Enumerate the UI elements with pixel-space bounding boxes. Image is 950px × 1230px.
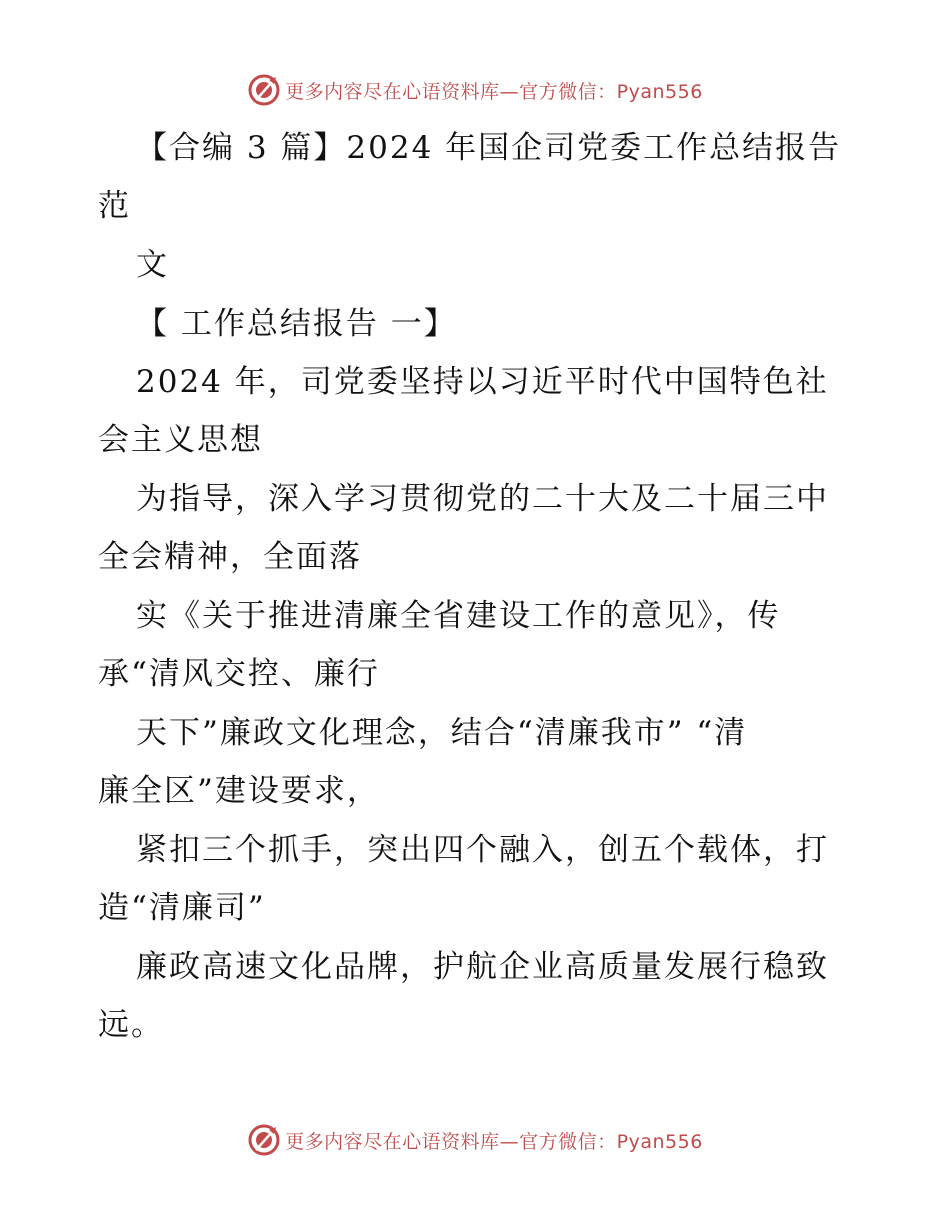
footer-site-text: 更多内容尽在心语资料库	[285, 1130, 500, 1153]
paragraph-line: 远。	[98, 1007, 164, 1043]
paragraph-line: 造“清廉司”	[98, 890, 266, 926]
paragraph-line: 廉政高速文化品牌，护航企业高质量发展行稳致	[136, 949, 829, 985]
pen-seal-logo-icon	[247, 73, 281, 107]
paragraph-line: 2024 年，司党委坚持以习近平时代中国特色社	[136, 364, 829, 400]
paragraph-line: 紧扣三个抓手，突出四个融入，创五个载体，打	[136, 832, 829, 868]
footer-text	[285, 1127, 703, 1154]
document-title-end: 文	[136, 247, 169, 283]
document-title-continued: 范	[98, 188, 131, 224]
header-text	[285, 77, 703, 104]
pen-seal-logo-icon	[247, 1123, 281, 1157]
header-banner	[0, 70, 950, 110]
paragraph-line: 会主义思想	[98, 422, 263, 458]
paragraph-line: 承“清风交控、廉行	[98, 656, 380, 692]
header-dash: —	[499, 80, 520, 103]
footer-banner	[0, 1120, 950, 1160]
paragraph-line: 全会精神，全面落	[98, 539, 362, 575]
document-title: 【合编 3 篇】2024 年国企司党委工作总结报告	[136, 130, 842, 166]
footer-contact-text: 官方微信：Pyan556	[519, 1130, 703, 1153]
paragraph-line: 天下”廉政文化理念，结合“清廉我市” “清	[136, 715, 748, 751]
header-site-text: 更多内容尽在心语资料库	[285, 80, 500, 103]
paragraph-line: 为指导，深入学习贯彻党的二十大及二十届三中	[136, 481, 829, 517]
header-contact-text: 官方微信：Pyan556	[519, 80, 703, 103]
paragraph-line: 廉全区”建设要求，	[98, 773, 380, 809]
paragraph-line: 实《关于推进清廉全省建设工作的意见》，传	[136, 598, 781, 634]
footer-dash: —	[499, 1130, 520, 1153]
section-heading: 【 工作总结报告 一】	[136, 306, 457, 342]
